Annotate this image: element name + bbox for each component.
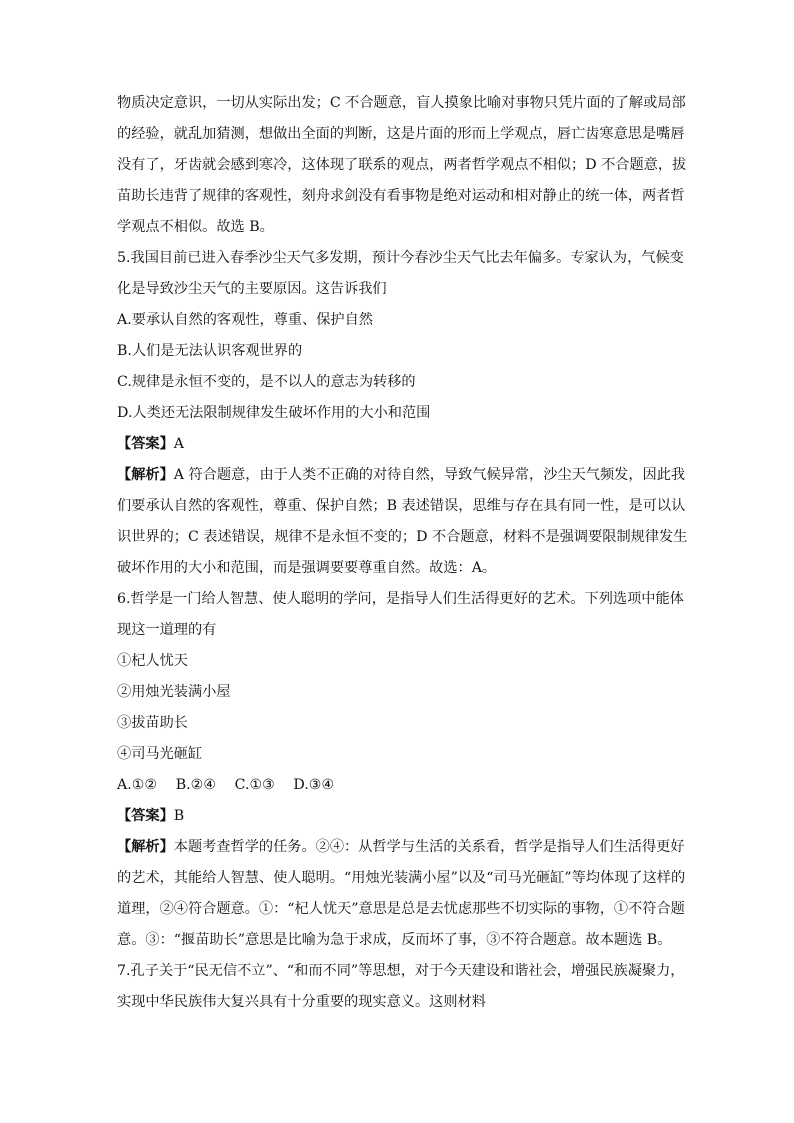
analysis-line: 道理，②④符合题意。①：“杞人忧天”意思是总是去忧虑那些不切实际的事物，①不符合题 [117,901,685,917]
analysis-line [117,460,686,491]
option-d: D.③④ [293,777,335,793]
question-stem: 7.孔子关于“民无信不立”、“和而不同”等思想，对于今天建设和谐社会，增强民族凝聚力， [117,963,685,979]
text-line: 的经验，就乱加猜测，想做出全面的判断，这是片面的形而上学观点，唇亡齿寒意思是嘴唇 [117,126,685,142]
option-a: A.要承认自然的客观性，尊重、保护自然 [117,312,373,328]
answer-tag: 【答案】 [117,808,174,824]
analysis-line: 的艺术，其能给人智慧、使人聪明。“用烛光装满小屋”以及“司马光砸缸”等均体现了这样的 [117,870,686,886]
analysis-line [117,832,685,863]
answer-line [117,801,682,832]
answer-tag: 【答案】 [117,436,174,452]
question-stem: 实现中华民族伟大复兴具有十分重要的现实意义。这则材料 [117,994,486,1010]
option-c: C.①③ [234,777,275,793]
question-stem: 化是导致沙尘天气的主要原因。这告诉我们 [117,281,387,297]
analysis-tag: 【解析】 [117,467,174,483]
analysis-text: A 符合题意，由于人类不正确的对待自然，导致气候异常，沙尘天气频发，因此我 [173,467,686,483]
analysis-text: 本题考查哲学的任务。②④：从哲学与生活的关系看，哲学是指导人们生活得更好 [173,839,685,855]
option-d: D.人类还无法限制规律发生破坏作用的大小和范围 [117,405,431,421]
text-line: 没有了，牙齿就会感到寒冷，这体现了联系的观点，两者哲学观点不相似；D 不合题意，拔 [117,157,687,173]
option-b: B.人们是无法认识客观世界的 [117,343,303,359]
options-row [117,770,682,801]
question-5 [117,243,688,584]
text-line: 苗助长违背了规律的客观性，刻舟求剑没有看事物是绝对运动和相对静止的统一体，两者哲 [117,188,685,204]
answer-line [117,429,682,460]
statement-2: ②用烛光装满小屋 [117,684,231,700]
analysis-tag: 【解析】 [117,839,174,855]
answer-value: B [173,808,185,824]
option-a: A.①② [117,777,158,793]
analysis-line: 破坏作用的大小和范围，而是强调要要尊重自然。故选：A。 [117,560,497,576]
question-stem: 现这一道理的有 [117,622,217,638]
option-b: B.②④ [175,777,217,793]
analysis-line: 识世界的；C 表述错误，规律不是永恒不变的；D 不合题意，材料不是强调要限制规律发生 [117,529,688,545]
question-stem: 6.哲学是一门给人智慧、使人聪明的学问，是指导人们生活得更好的艺术。下列选项中能体 [117,591,684,607]
question-7 [117,956,685,1018]
answer-value: A [173,436,185,452]
question-stem: 5.我国目前已进入春季沙尘天气多发期，预计今春沙尘天气比去年偏多。专家认为，气候变 [117,250,684,266]
text-line: 物质决定意识，一切从实际出发；C 不合题意，盲人摸象比喻对事物只凭片面的了解或局部 [117,95,686,111]
document-page [117,88,688,1018]
question-6 [117,584,686,956]
text-line: 学观点不相似。故选 B。 [117,219,274,235]
analysis-line: 们要承认自然的客观性，尊重、保护自然；B 表述错误，思维与存在具有同一性，是可以认 [117,498,686,514]
statement-1: ①杞人忧天 [117,653,188,669]
statement-3: ③拔苗助长 [117,715,188,731]
statement-4: ④司马光砸缸 [117,746,203,762]
analysis-line: 意。③：“揠苗助长”意思是比喻为急于求成，反而坏了事，③不符合题意。故本题选 B。 [117,932,672,948]
option-c: C.规律是永恒不变的，是不以人的意志为转移的 [117,374,416,390]
